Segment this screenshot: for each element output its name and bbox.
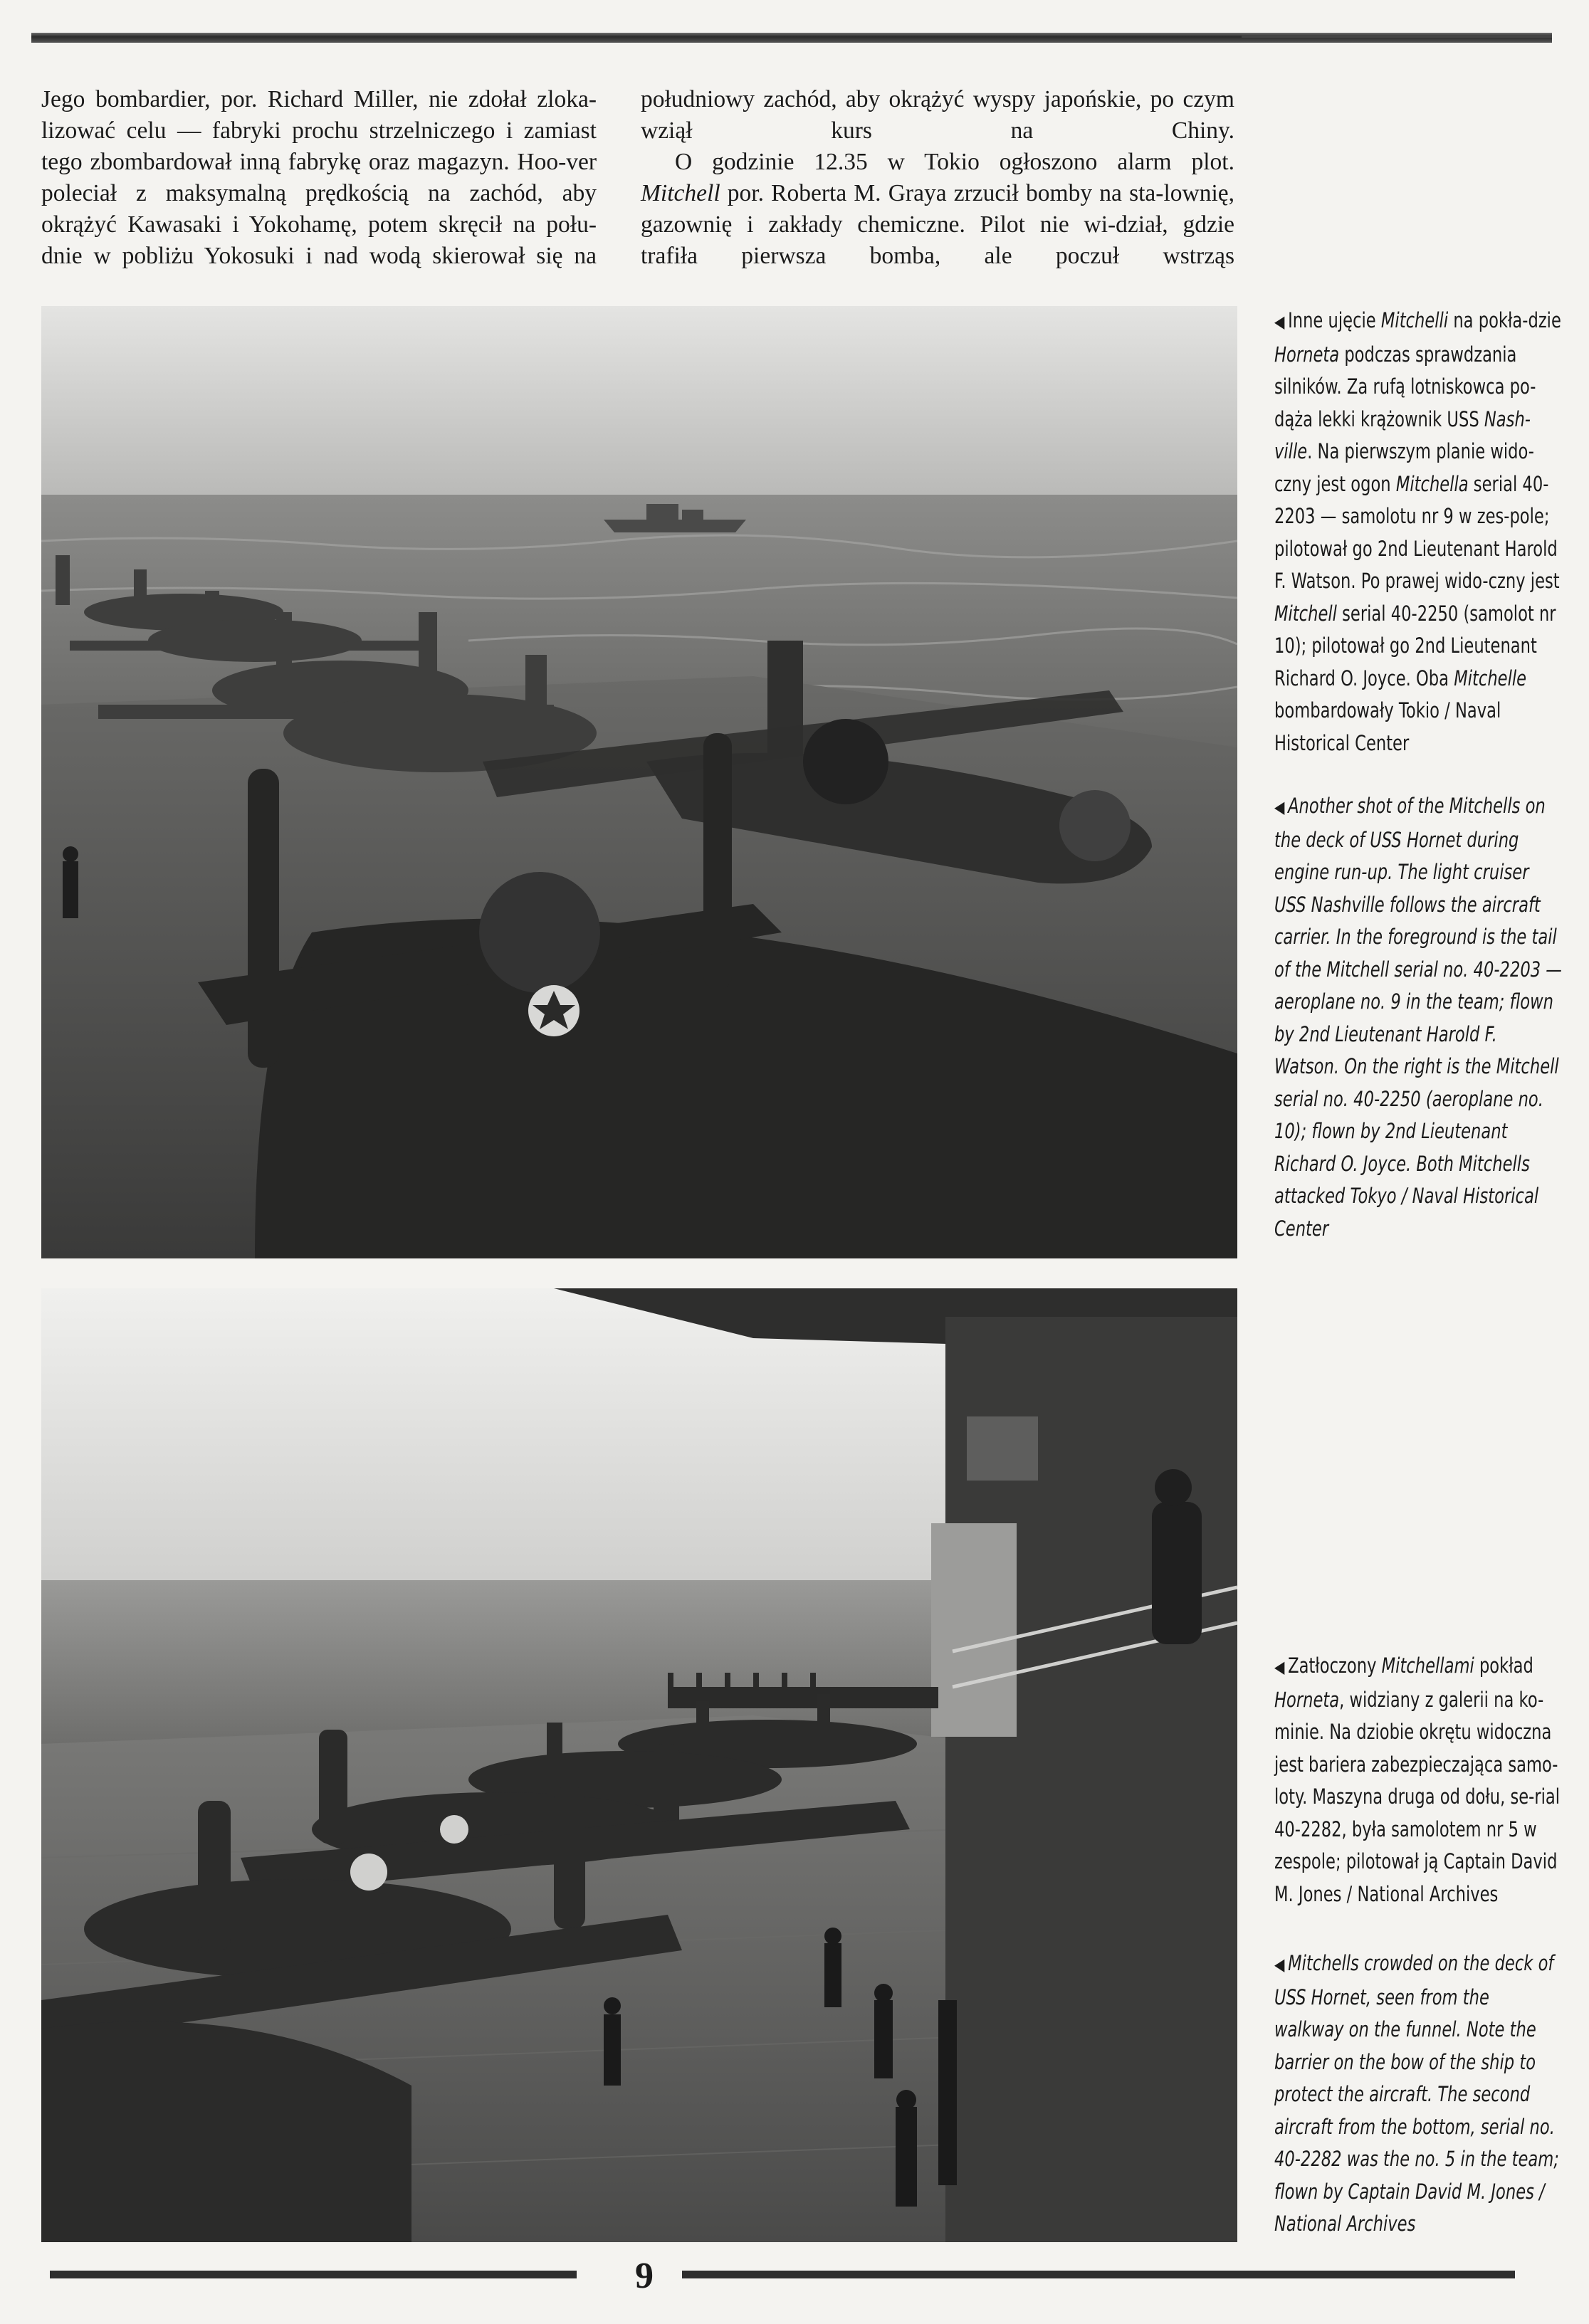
caption-arrow-icon: ◀ xyxy=(1274,312,1285,332)
caption-text: , widziany z galerii na ko-minie. Na dziobie okrętu widoczna jest bariera zabezpieczająca samo-loty. Maszyna druga od dołu, se-rial 40-2282, była samolotem nr 5 w zespole; pilotował ją Captain David M. Jones / National Archives xyxy=(1274,1687,1561,1906)
caption-paragraph xyxy=(1274,305,1563,759)
caption-text: . Na pierwszym planie wido-czny jest ogon xyxy=(1274,439,1534,496)
caption-text: Another shot of the Mitchells on the deck of USS Hornet during engine run-up. The light cruiser USS Nashville follows the aircraft carrier. In the foreground is the tail of the Mitchell serial no. 40-2203 — aeroplane no. 9 in the team; flown by 2nd Lieutenant Harold F. Watson. On the right is the Mitchell serial no. 40-2250 (aeroplane no. 10); flown by 2nd Lieutenant Richard O. Joyce. Both Mitchells attacked Tokyo / Naval Historical Center xyxy=(1274,794,1562,1241)
photo-mitchells-crowded-deck-from-funnel xyxy=(41,1288,1237,2242)
caption-photo-2-polish xyxy=(1274,1650,1563,1910)
photo-1-illustration xyxy=(41,306,1237,1258)
caption-italic: Mitchell xyxy=(1274,601,1337,626)
caption-text: Inne ujęcie xyxy=(1288,308,1381,332)
caption-paragraph xyxy=(1274,1650,1563,1910)
body-italic-span: Mitchell xyxy=(641,180,720,206)
caption-italic: Horneta xyxy=(1274,342,1340,367)
body-text-left-column xyxy=(41,84,597,272)
body-text-span: por. Roberta M. Graya zrzucił bomby na sta-lownię, gazownię i zakłady chemiczne. Pilot nie wi-dział, gdzie trafiła pierwsza bomba, ale poczuł wstrząs xyxy=(641,180,1234,269)
caption-text: na pokła-dzie xyxy=(1448,308,1561,332)
caption-italic: Nash-ville xyxy=(1274,406,1531,463)
caption-italic: Mitchella xyxy=(1395,471,1469,496)
photo-2-illustration xyxy=(41,1288,1237,2242)
caption-italic: Mitchelli xyxy=(1380,308,1449,332)
caption-italic: Mitchelle xyxy=(1454,666,1527,690)
caption-text: Zatłoczony xyxy=(1288,1653,1382,1678)
photo-mitchells-on-deck-engine-run-up xyxy=(41,306,1237,1258)
caption-photo-1-english xyxy=(1274,790,1563,1245)
body-paragraph xyxy=(641,147,1234,272)
header-rule xyxy=(31,33,1552,43)
caption-photo-1-polish xyxy=(1274,305,1563,759)
caption-text: podczas sprawdzania silników. Za rufą lotniskowca po-dąża lekki krążownik USS xyxy=(1274,342,1536,431)
body-text-right-column xyxy=(641,84,1234,272)
caption-italic: Horneta xyxy=(1274,1687,1340,1712)
caption-paragraph xyxy=(1274,1947,1563,2241)
caption-text: serial 40-2203 — samolotu nr 9 w zes-pole; pilotował go 2nd Lieutenant Harold F. Watson. Po prawej wido-czny jest xyxy=(1274,471,1560,593)
caption-text: bombardowały Tokio / Naval Historical Center xyxy=(1274,698,1501,755)
body-paragraph: Jego bombardier, por. Richard Miller, nie zdołał zloka-lizować celu — fabryki prochu strzelniczego i zamiast tego zbombardował inną fabrykę oraz magazyn. Hoo-ver poleciał z maksymalną prędkością na zachód, aby okrążyć Kawasaki i Yokohamę, potem skręcił na połu-dnie w pobliżu Yokosuki i nad wodą skierował się na xyxy=(41,86,597,269)
caption-arrow-icon: ◀ xyxy=(1274,1657,1285,1677)
page-number: 9 xyxy=(635,2256,654,2296)
caption-paragraph xyxy=(1274,790,1563,1245)
caption-italic: Mitchellami xyxy=(1381,1653,1474,1678)
body-text-span: O godzinie 12.35 w Tokio ogłoszono alarm plot. xyxy=(675,149,1234,175)
caption-text: serial 40-2250 (samolot nr 10); pilotował go 2nd Lieutenant Richard O. Joyce. Oba xyxy=(1274,601,1556,690)
caption-arrow-icon: ◀ xyxy=(1274,1955,1285,1975)
footer-rule-left xyxy=(50,2271,577,2278)
caption-photo-2-english xyxy=(1274,1947,1563,2241)
caption-text: Mitchells crowded on the deck of USS Hornet, seen from the walkway on the funnel. Note the barrier on the bow of the ship to protect the aircraft. The second aircraft from the bottom, serial no. 40-2282 was the no. 5 in the team; flown by Captain David M. Jones / National Archives xyxy=(1274,1951,1559,2236)
caption-arrow-icon: ◀ xyxy=(1274,797,1285,817)
footer-rule-right xyxy=(682,2271,1515,2278)
caption-text: pokład xyxy=(1474,1653,1533,1678)
body-paragraph: południowy zachód, aby okrążyć wyspy japońskie, po czym wziął kurs na Chiny. xyxy=(641,86,1234,144)
